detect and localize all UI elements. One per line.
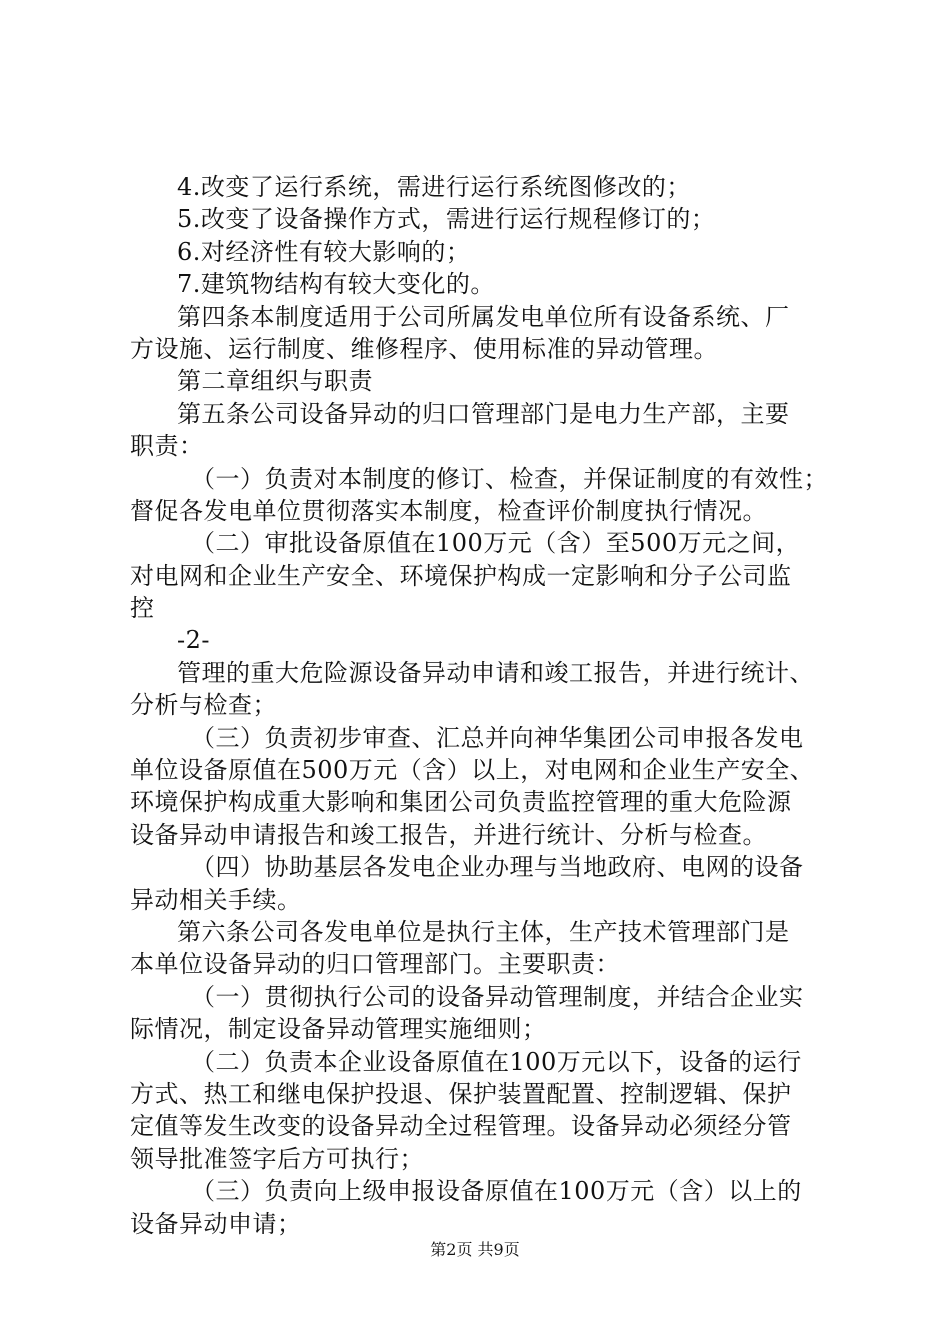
paragraph-line: 本单位设备异动的归口管理部门。主要职责： <box>130 950 620 979</box>
paragraph-line: （四）协助基层各发电企业办理与当地政府、电网的设备 <box>191 853 804 882</box>
paragraph-line: （三）负责初步审查、汇总并向神华集团公司申报各发电 <box>191 723 804 752</box>
paragraph-line: 设备异动申请； <box>130 1209 302 1238</box>
paragraph-line: （二）审批设备原值在100万元（含）至500万元之间， <box>191 529 801 558</box>
paragraph-line: 方设施、运行制度、维修程序、使用标准的异动管理。 <box>130 334 718 363</box>
list-item: 5.改变了设备操作方式，需进行运行规程修订的； <box>177 205 716 234</box>
paragraph-line: 督促各发电单位贯彻落实本制度，检查评价制度执行情况。 <box>130 496 767 525</box>
list-item: 6.对经济性有较大影响的； <box>177 237 471 266</box>
paragraph-line: 际情况，制定设备异动管理实施细则； <box>130 1015 547 1044</box>
paragraph-line: （一）负责对本制度的修订、检查，并保证制度的有效性； <box>191 464 828 493</box>
paragraph-line: 异动相关手续。 <box>130 885 302 914</box>
paragraph-line: 控 <box>130 594 155 623</box>
document-body <box>130 171 835 1240</box>
paragraph-line: 分析与检查； <box>130 691 277 720</box>
chapter-heading: 第二章组织与职责 <box>177 367 373 396</box>
page-marker: -2- <box>177 626 210 655</box>
paragraph-line: 第四条本制度适用于公司所属发电单位所有设备系统、厂 <box>177 302 790 331</box>
list-item: 4.改变了运行系统，需进行运行系统图修改的； <box>177 173 691 201</box>
page-footer: 第2页 共9页 <box>430 1240 520 1259</box>
paragraph-line: 第五条公司设备异动的归口管理部门是电力生产部，主要 <box>177 399 790 428</box>
paragraph-line: （三）负责向上级申报设备原值在100万元（含）以上的 <box>191 1177 802 1206</box>
paragraph-line: 管理的重大危险源设备异动申请和竣工报告，并进行统计、 <box>177 658 814 687</box>
paragraph-line: 设备异动申请报告和竣工报告，并进行统计、分析与检查。 <box>130 820 767 849</box>
paragraph-line: 职责： <box>130 432 204 461</box>
paragraph-line: 定值等发生改变的设备异动全过程管理。设备异动必须经分管 <box>130 1112 792 1141</box>
paragraph-line: （一）贯彻执行公司的设备异动管理制度，并结合企业实 <box>191 982 804 1011</box>
paragraph-line: 方式、热工和继电保护投退、保护装置配置、控制逻辑、保护 <box>130 1079 792 1108</box>
list-item: 7.建筑物结构有较大变化的。 <box>177 270 495 299</box>
paragraph-line: 领导批准签字后方可执行； <box>130 1144 424 1173</box>
paragraph-line: 第六条公司各发电单位是执行主体，生产技术管理部门是 <box>177 917 790 946</box>
paragraph-line: 环境保护构成重大影响和集团公司负责监控管理的重大危险源 <box>130 788 792 817</box>
paragraph-line: （二）负责本企业设备原值在100万元以下，设备的运行 <box>191 1047 802 1076</box>
paragraph-line: 对电网和企业生产安全、环境保护构成一定影响和分子公司监 <box>130 561 792 590</box>
paragraph-line: 单位设备原值在500万元（含）以上，对电网和企业生产安全、 <box>130 756 815 785</box>
